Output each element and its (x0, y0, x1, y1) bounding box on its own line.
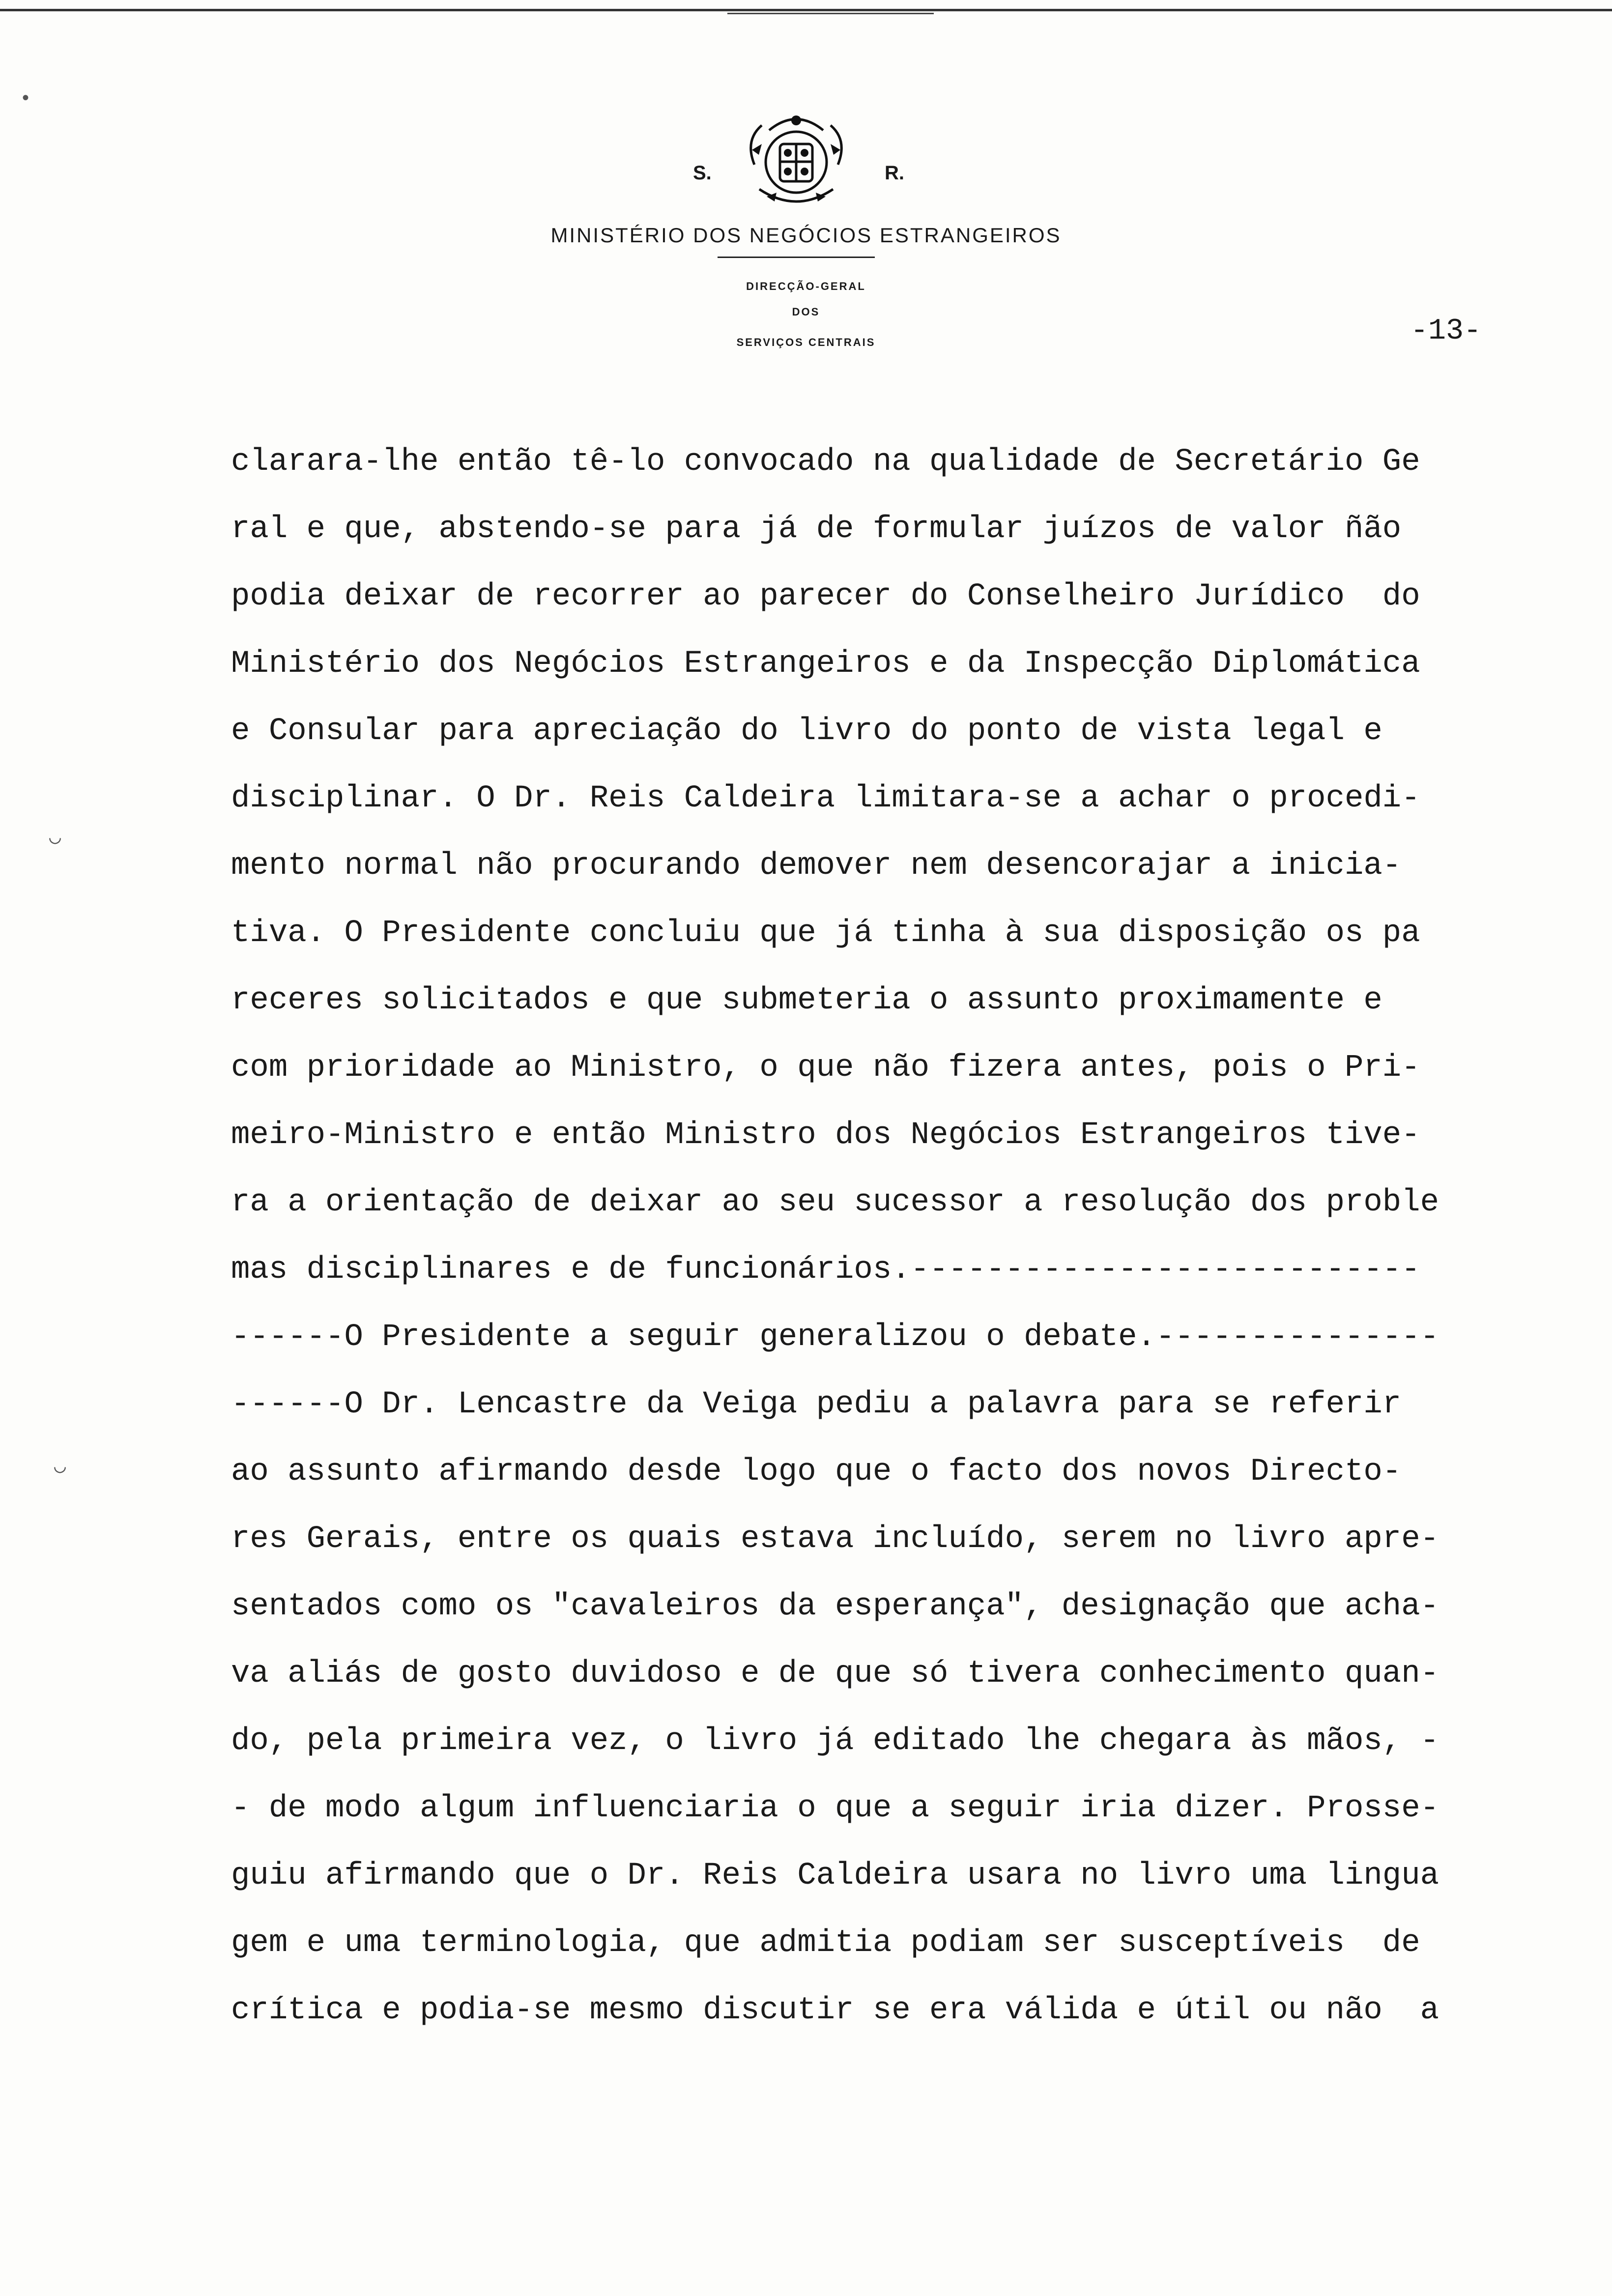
text-line: guiu afirmando que o Dr. Reis Caldeira usara no livro uma lingua (231, 1858, 1439, 1894)
division-line-3: SERVIÇOS CENTRAIS (736, 336, 876, 348)
text-line: com prioridade ao Ministro, o que não fizera antes, pois o Pri- (231, 1050, 1420, 1086)
letterhead-crest-row (0, 111, 1612, 214)
text-line: sentados como os "cavaleiros da esperança", designação que acha- (231, 1589, 1439, 1624)
top-edge-line (0, 9, 1612, 11)
text-line: ------O Dr. Lencastre da Veiga pediu a palavra para se referir (231, 1387, 1402, 1422)
margin-dot: • (20, 88, 32, 111)
text-line: ao assunto afirmando desde logo que o facto dos novos Directo- (231, 1454, 1402, 1490)
division-line-1: DIRECÇÃO-GERAL (746, 280, 866, 292)
text-line: mas disciplinares e de funcionários.--------------------------- (231, 1252, 1420, 1288)
margin-mark-curve: ◡ (54, 1457, 66, 1479)
page-number: -13- (1410, 315, 1482, 348)
text-line: disciplinar. O Dr. Reis Caldeira limitara-se a achar o procedi- (231, 781, 1420, 816)
text-line: Ministério dos Negócios Estrangeiros e da Inspecção Diplomática (231, 646, 1420, 682)
right-initial: R. (885, 162, 904, 184)
text-line: clarara-lhe então tê-lo convocado na qualidade de Secretário Ge (231, 444, 1420, 480)
text-line: e Consular para apreciação do livro do ponto de vista legal e (231, 714, 1382, 749)
text-line: podia deixar de recorrer ao parecer do Conselheiro Jurídico do (231, 579, 1420, 614)
top-edge-stroke (727, 13, 934, 14)
text-line: meiro-Ministro e então Ministro dos Negócios Estrangeiros tive- (231, 1118, 1420, 1153)
text-line: do, pela primeira vez, o livro já editado lhe chegara às mãos, - (231, 1723, 1439, 1759)
body-text (231, 442, 1548, 2058)
text-line: mento normal não procurando demover nem desencorajar a inicia- (231, 848, 1402, 884)
text-line: ra a orientação de deixar ao seu sucessor a resolução dos proble (231, 1185, 1439, 1220)
ministry-name: MINISTÉRIO DOS NEGÓCIOS ESTRANGEIROS (550, 224, 1062, 247)
left-initial: S. (693, 162, 712, 184)
text-line: crítica e podia-se mesmo discutir se era válida e útil ou não a (231, 1993, 1439, 2028)
text-line: ral e que, abstendo-se para já de formular juízos de valor ñão (231, 512, 1402, 547)
text-line: - de modo algum influenciaria o que a seguir iria dizer. Prosse- (231, 1791, 1439, 1826)
division-line-2: DOS (792, 306, 820, 318)
letterhead-rule (718, 257, 875, 258)
text-line: gem e uma terminologia, que admitia podiam ser susceptíveis de (231, 1925, 1420, 1961)
text-line: res Gerais, entre os quais estava incluído, serem no livro apre- (231, 1521, 1439, 1557)
text-line: va aliás de gosto duvidoso e de que só tivera conhecimento quan- (231, 1656, 1439, 1692)
text-line: receres solicitados e que submeteria o assunto proximamente e (231, 983, 1382, 1018)
margin-mark-curve: ◡ (49, 828, 61, 850)
text-line: tiva. O Presidente concluiu que já tinha à sua disposição os pa (231, 916, 1420, 951)
coat-of-arms-icon (740, 111, 853, 209)
text-line: ------O Presidente a seguir generalizou o debate.--------------- (231, 1320, 1439, 1355)
